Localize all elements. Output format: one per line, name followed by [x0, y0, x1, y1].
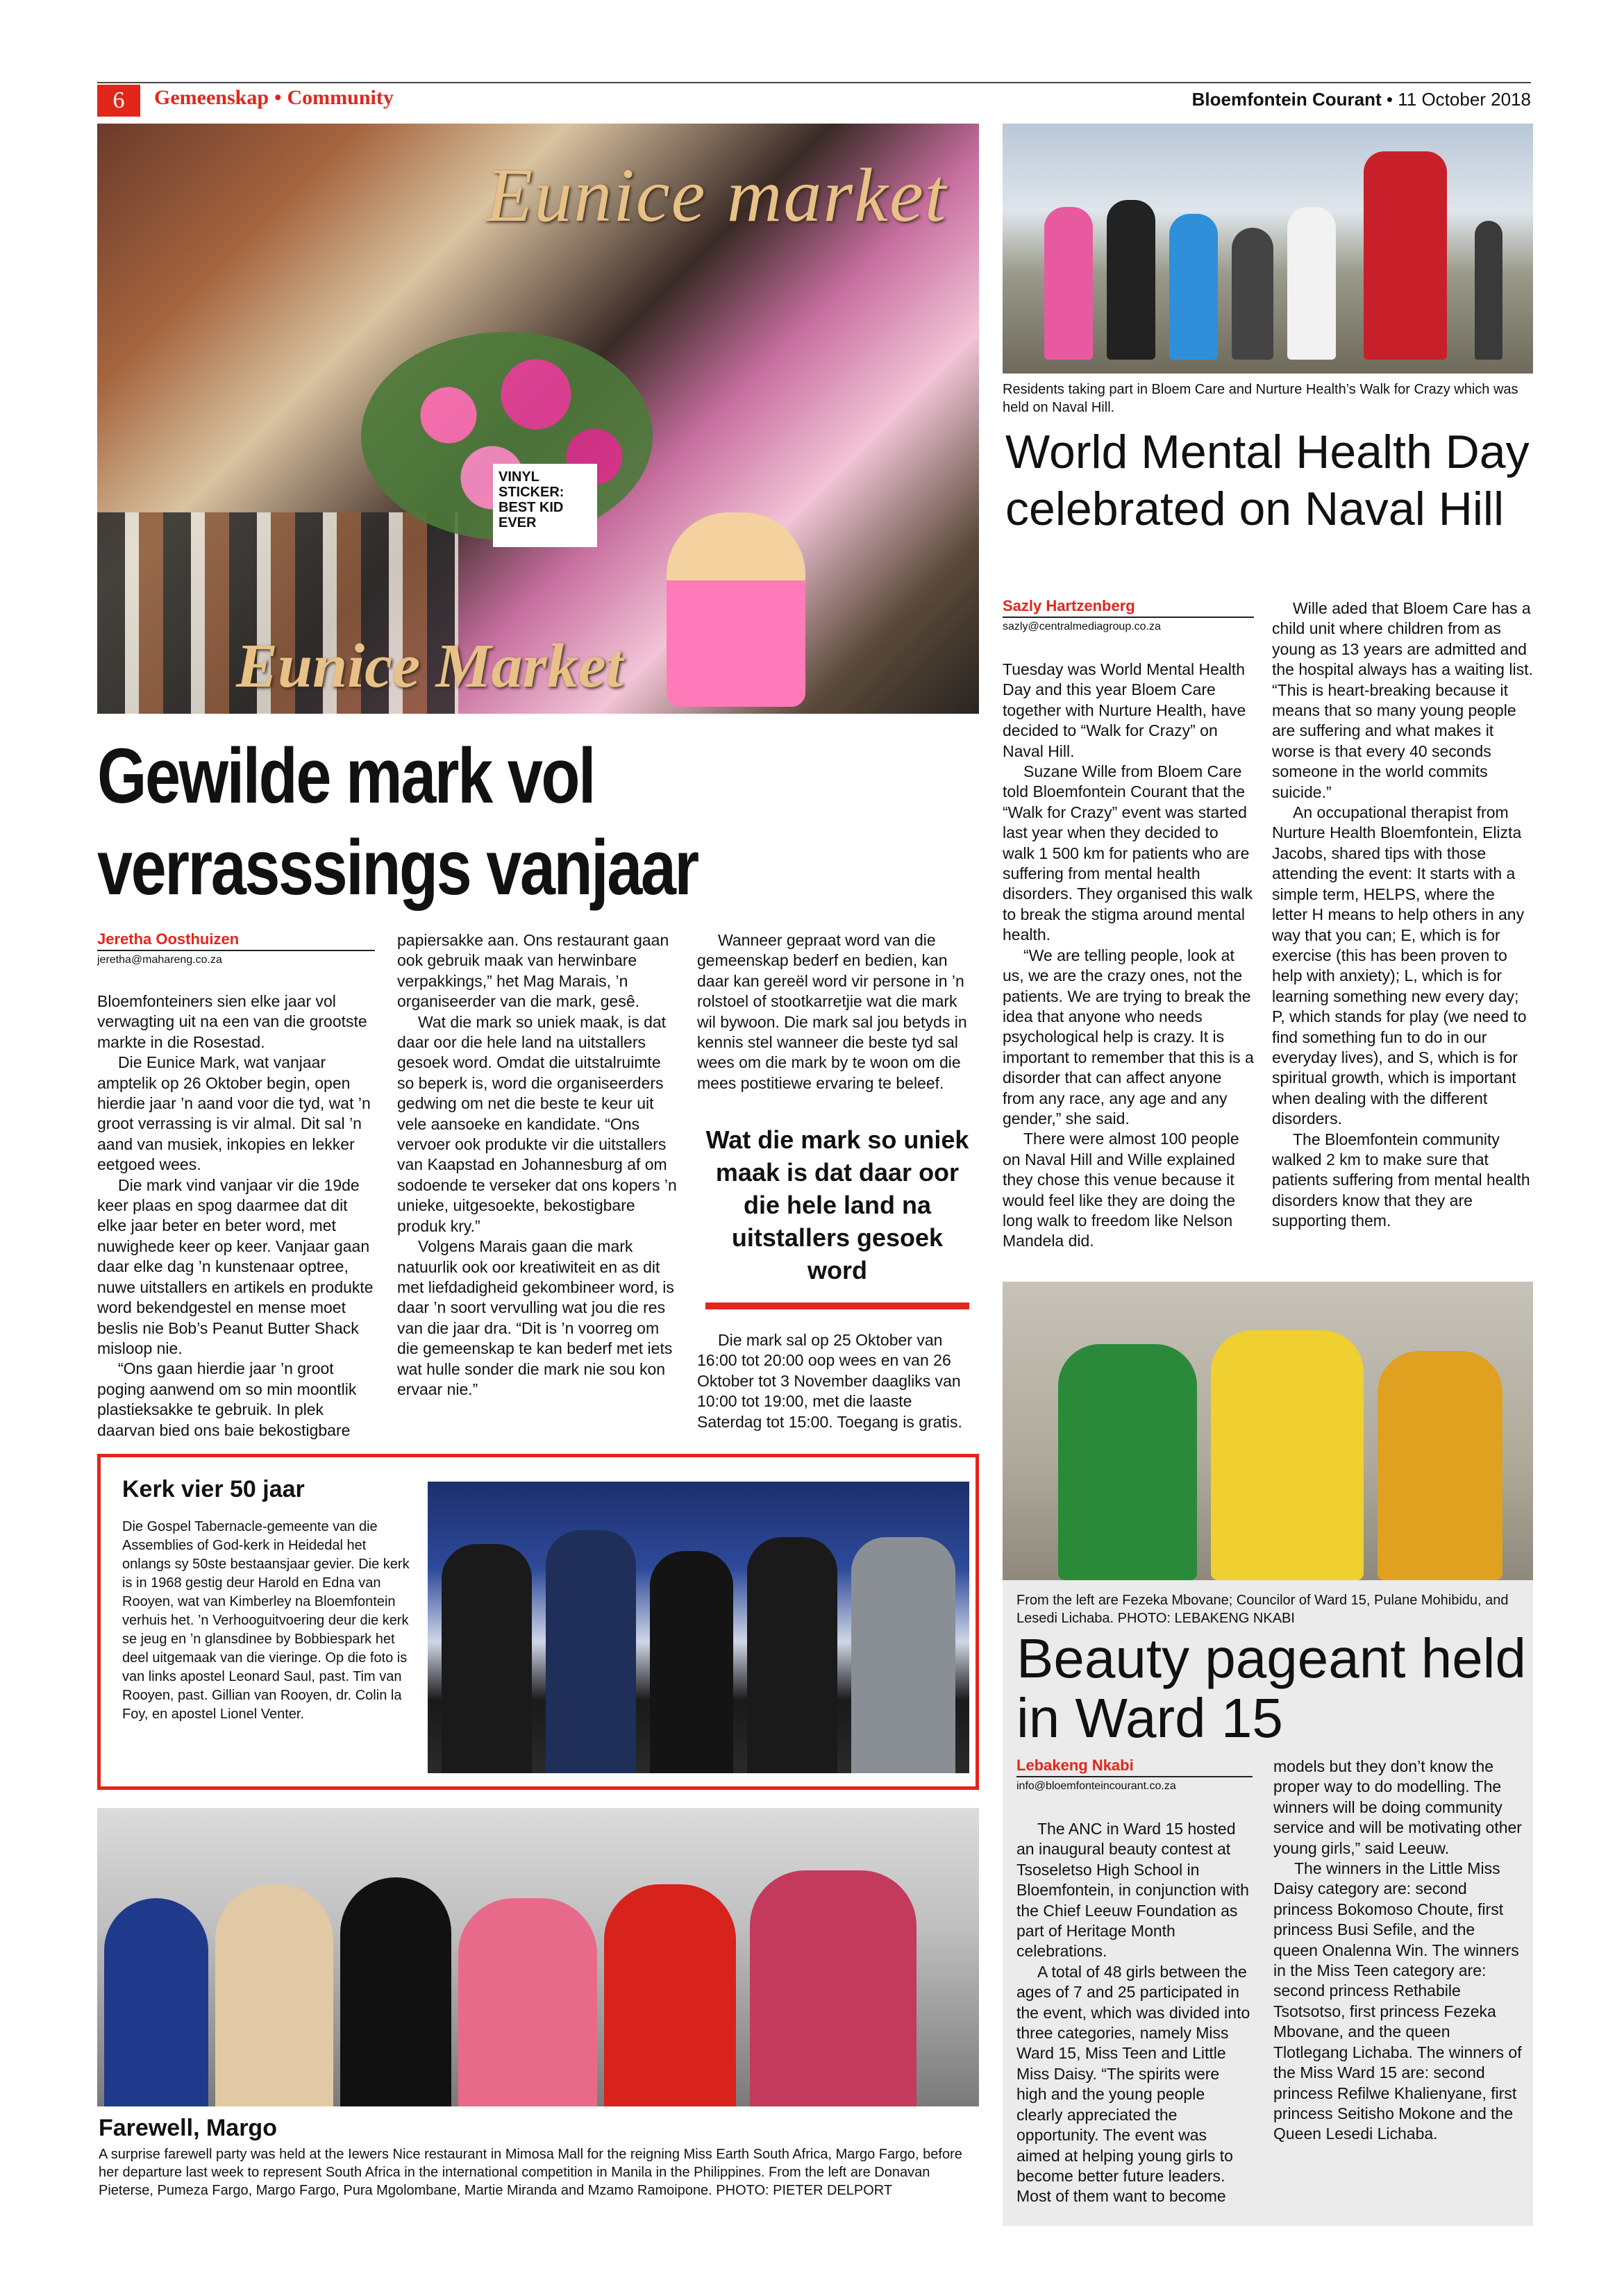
photo-statue	[1475, 221, 1502, 360]
photo-person	[340, 1877, 451, 2106]
church-photo	[428, 1482, 969, 1773]
photo-person	[604, 1884, 736, 2106]
kerk-body: Die Gospel Tabernacle-gemeente van die Assemblies of God-kerk in Heidedal het onlangs sy 50ste bestaansjaar gevier. Die kerk is in 1968 gestig deur Harold en Edna van Rooyen, wat van Kimberley na Bloemfontein verhuis het. ’n Verhooguitvoering deur die kerk se jeug en ’n glansdinee by Bobbiespark het deel uitgemaak van die vieringe. Op die foto is van links apostel Leonard Saul, past. Tim van Rooyen, past. Gillian van Rooyen, dr. Colin la Foy, en apostel Lionel Venter.	[122, 1519, 410, 1722]
photo-person	[747, 1537, 837, 1773]
pageant-photo	[1003, 1282, 1533, 1580]
walk-byline: Sazly Hartzenberg	[1003, 597, 1254, 618]
paragraph: The winners in the Little Miss Daisy category are: second princess Bokomoso Choute, first princess Busi Sefile, and the queen Onalenna Win. The winners in the Miss Teen category are: second princess Rethabile Tsotsotso, first princess Fezeka Mbovane, and the queen Tlotlegang Lichaba. The winners of the Miss Ward 15 are: second princess Refilwe Khalienyane, first princess Seitisho Mokone and the Queen Lesedi Lichaba.	[1273, 1859, 1522, 2143]
paragraph: A total of 48 girls between the ages of 7 and 25 participated in the event, which was divided into three categories, namely Miss Ward 15, Miss Teen and Little Miss Daisy. “The spirits were high and the young people clearly appreciated the opportunity. The event was aimed at helping young girls to become better future leaders. Most of them want to become	[1016, 1962, 1250, 2206]
walk-byline-block	[1003, 597, 1254, 633]
section-af: Gemeenskap	[154, 86, 269, 109]
market-column-2	[397, 930, 678, 1400]
photo-person	[1378, 1351, 1502, 1580]
market-byline: Jeretha Oosthuizen	[97, 930, 375, 951]
beauty-headline: Beauty pageant held in Ward 15	[1016, 1627, 1526, 1749]
photo-walker	[1287, 207, 1336, 360]
beauty-byline-block	[1016, 1757, 1253, 1793]
paragraph: “Ons gaan hierdie jaar ’n groot poging aanwend om so min moontlik plastieksakke te gebruik. In plek daarvan bied ons baie bekostigbare	[97, 1359, 357, 1439]
beauty-caption: From the left are Fezeka Mbovane; Councilor of Ward 15, Pulane Mohibidu, and Lesedi Lichaba. PHOTO: LEBAKENG NKABI	[1016, 1593, 1509, 1626]
walk-email: sazly@centralmediagroup.co.za	[1003, 621, 1161, 632]
photo-person	[546, 1530, 636, 1773]
paragraph: Die Eunice Mark, wat vanjaar amptelik op 26 Oktober begin, open hierdie jaar ’n aand voor die tyd, wat ’n groot verrassing is vir almal. Dit sal ’n aand van musiek, inkopies en lekker eetgoed wees.	[97, 1053, 371, 1174]
paragraph: Volgens Marais gaan die mark natuurlik ook oor kreatiwiteit en as dit met liefdadigheid gekombineer word, is daar ’n soort vervulling wat jou die res van die jaar dra. “Dit is ’n voorreg om die gemeenskap te kan bederf met iets wat hulle sonder die mark nie sou kon ervaar nie.”	[397, 1237, 674, 1398]
wmhd-headline: World Mental Health Day celebrated on Naval Hill	[1005, 426, 1530, 535]
photo-person	[1058, 1344, 1197, 1580]
walk-caption: Residents taking part in Bloem Care and Nurture Health’s Walk for Crazy which was held on Naval Hill.	[1003, 382, 1518, 415]
photo-person	[851, 1537, 955, 1773]
publication-name: Bloemfontein Courant	[1191, 89, 1382, 110]
photo-person	[650, 1551, 733, 1773]
paragraph: The ANC in Ward 15 hosted an inaugural beauty contest at Tsoseletso High School in Bloemfontein, in conjunction with the Chief Leeuw Foundation as part of Heritage Month celebrations.	[1016, 1820, 1249, 1961]
walk-column-2	[1272, 598, 1533, 1232]
beauty-column-2	[1273, 1757, 1523, 2145]
beauty-email: info@bloemfonteincourant.co.za	[1016, 1780, 1176, 1792]
paragraph: “We are telling people, look at us, we are the crazy ones, not the patients. We are trying to break the idea that anyone who needs psychological help is crazy. It is important to remember that this is a disorder that can affect anyone from any race, any age and any gender,” she said.	[1003, 946, 1254, 1128]
photo-walker	[1232, 228, 1273, 360]
market-logo: Eunice market	[486, 153, 948, 237]
market-sign: Eunice Market	[236, 632, 623, 701]
paragraph: papiersakke aan. Ons restaurant gaan ook gebruik maak van herwinbare verpakkings,” het Mag Marais, ’n organiseerder van die mark, gesê.	[397, 931, 669, 1011]
paragraph: Tuesday was World Mental Health Day and this year Bloem Care together with Nurture Health, have decided to “Walk for Crazy” on Naval Hill.	[1003, 660, 1246, 760]
publication-date: 11 October 2018	[1398, 89, 1531, 110]
photo-walker	[1364, 151, 1447, 360]
photo-person	[215, 1884, 333, 2106]
paragraph: Wanneer gepraat word van die gemeenskap bederf en bedien, kan daar kan gereël word vir persone in ’n rolstoel of stootkarretjie wat die mark wil bywoon. Die mark sal jou betyds in kennis stel wanneer die beste tyd sal wees om die mark by te woon om die mees postitiewe ervaring te beleef.	[697, 931, 967, 1092]
walk-column-1	[1003, 660, 1254, 1252]
walk-photo	[1003, 124, 1533, 374]
photo-person	[750, 1870, 916, 2106]
header-rule	[97, 82, 1531, 83]
paragraph: An occupational therapist from Nurture Health Bloemfontein, Elizta Jacobs, shared tips with those attending the event: It starts with a simple term, HELPS, where the letter H means to help others in any way that you can; E, which is for exercise (this has been proven to help with anxiety); L, which is for learning something new every day; P, which stands for play (we need to find something fun to do in our everyday lives), and S, which is for spiritual growth, which is important when dealing with the different disorders.	[1272, 803, 1527, 1128]
masthead-separator: •	[1386, 89, 1393, 110]
paragraph: There were almost 100 people on Naval Hill and Wille explained they chose this venue because it would feel like they are doing the long walk to freedom like Nelson Mandela did.	[1003, 1130, 1239, 1250]
photo-sticker: VINYL STICKER: BEST KID EVER	[493, 464, 597, 547]
beauty-column-1	[1016, 1819, 1253, 2207]
paragraph: Die mark vind vanjaar vir die 19de keer plaas en spog daarmee dat dit elke jaar beter en beter word, met nuwighede keer op keer. Vanjaar gaan daar elke dag ’n kunstenaar optree, nuwe uitstallers en artikels en produkte word bekendgestel en mense moet beslis nie Bob’s Peanut Butter Shack misloop nie.	[97, 1175, 374, 1357]
farewell-caption: A surprise farewell party was held at the Iewers Nice restaurant in Mimosa Mall for the reigning Miss Earth South Africa, Margo Fargo, before her departure last week to represent South Africa in the international competition in Manila in the Philippines. From the left are Donavan Pieterse, Pumeza Fargo, Margo Fargo, Pura Mgolombane, Martie Miranda and Mzamo Ramoipone. PHOTO: PIETER DELPORT	[99, 2147, 962, 2198]
kerk-title: Kerk vier 50 jaar	[122, 1476, 305, 1502]
pull-quote: Wat die mark so uniek maak is dat daar oor die hele land na uitstallers gesoek word	[705, 1125, 969, 1284]
page-number: 6	[97, 85, 140, 117]
paragraph: Die mark sal op 25 Oktober van 16:00 tot 20:00 oop wees en van 26 Oktober tot 3 November daagliks van 10:00 tot 19:00, met die laaste Saterdag tot 15:00. Toegang is gratis.	[697, 1331, 962, 1431]
paragraph: models but they don’t know the proper way to do modelling. The winners will be doing community service and will be motivating other young girls,” said Leeuw.	[1273, 1757, 1522, 1857]
beauty-byline: Lebakeng Nkabi	[1016, 1757, 1253, 1777]
photo-walker	[1044, 207, 1093, 360]
paragraph: Bloemfonteiners sien elke jaar vol verwagting uit na een van die grootste markte in die Rosestad.	[97, 992, 367, 1051]
market-column-1	[97, 991, 375, 1441]
paragraph: Suzane Wille from Bloem Care told Bloemfontein Courant that the “Walk for Crazy” event was started last year when they decided to walk 1 500 km for patients who are suffering from mental health disorders. They organised this walk to break the stigma around mental health.	[1003, 762, 1253, 944]
farewell-title: Farewell, Margo	[99, 2115, 277, 2141]
section-en: Community	[287, 86, 394, 109]
market-email: jeretha@mahareng.co.za	[97, 954, 222, 966]
section-label	[154, 86, 394, 110]
photo-person	[442, 1544, 532, 1773]
section-separator: •	[274, 86, 282, 109]
market-byline-block	[97, 930, 375, 966]
paragraph: Wat die mark so uniek maak, is dat daar oor die hele land na uitstallers gesoek word. Omdat die uitstalruimte so beperk is, word die organiseerders gedwing om net die beste te keur uit vele aansoeke en kandidate. “Ons vervoer ook produkte vir die uitstallers van Kaapstad en Johannesburg af om sodoende te verseker dat ons kopers ’n unieke, uitgesoekte, bekostigbare produk kry.”	[397, 1012, 677, 1235]
pull-quote-rule	[705, 1302, 969, 1309]
market-column-3	[697, 930, 978, 1093]
market-headline-text: Gewilde mark vol verrasssings vanjaar	[97, 732, 698, 911]
masthead	[1192, 89, 1531, 110]
photo-walker	[1169, 214, 1218, 360]
market-photo	[97, 124, 979, 714]
farewell-photo	[97, 1808, 979, 2106]
photo-child	[667, 512, 805, 707]
photo-person	[458, 1898, 597, 2106]
market-column-3-end	[697, 1330, 978, 1432]
photo-walker	[1107, 200, 1155, 360]
market-headline	[97, 730, 820, 914]
paragraph: Wille aded that Bloem Care has a child unit where children from as young as 13 years are admitted and the hospital always has a waiting list. “This is heart-breaking because it means that so many young people are suffering and what makes it worse is that every 40 seconds someone in the world commits suicide.”	[1272, 599, 1533, 801]
photo-person	[104, 1898, 208, 2106]
photo-person	[1211, 1330, 1364, 1580]
paragraph: The Bloemfontein community walked 2 km to make sure that patients suffering from mental health disorders know that they are supporting them.	[1272, 1130, 1530, 1230]
